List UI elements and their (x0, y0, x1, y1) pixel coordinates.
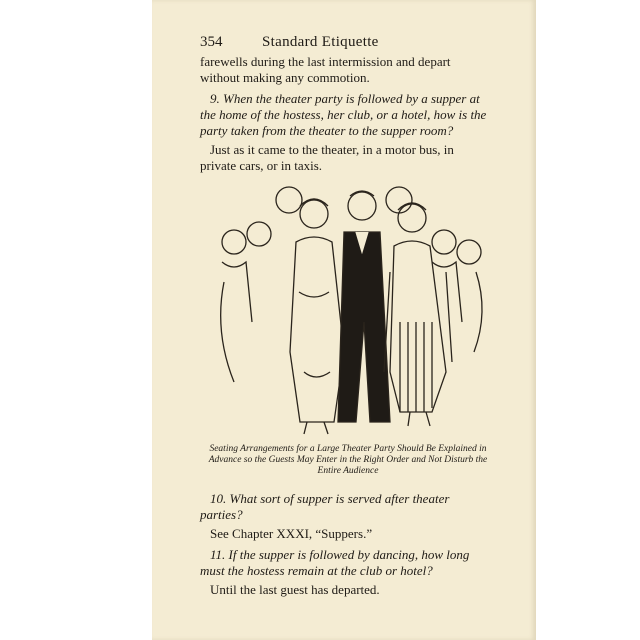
answer-10: See Chapter XXXI, “Suppers.” (210, 526, 373, 541)
continued-paragraph: farewells during the last intermission and depart without making any commotion. (200, 54, 451, 85)
question-11 (200, 547, 492, 579)
page-body (200, 34, 492, 174)
question-10 (200, 491, 492, 523)
page-header (200, 34, 492, 54)
book-page (152, 0, 536, 640)
question-number: 9. (210, 91, 220, 106)
page-number: 354 (200, 34, 223, 50)
question-text: When the theater party is followed by a supper at the home of the hostess, her club, or a hotel, how is the party taken from the theater to the supper room? (200, 91, 487, 138)
lower-questions (200, 486, 492, 598)
running-title: Standard Etiquette (262, 34, 379, 50)
theater-party-illustration-icon (204, 172, 494, 442)
question-number: 10. (210, 491, 227, 506)
answer-11: Until the last guest has departed. (210, 582, 380, 597)
question-text: If the supper is followed by dancing, how long must the hostess remain at the club or hotel? (200, 547, 470, 578)
question-number: 11. (210, 547, 226, 562)
question-text: What sort of supper is served after theater parties? (200, 491, 450, 522)
figure-caption: Seating Arrangements for a Large Theater Party Should Be Explained in Advance so the Guests May Enter in the Right Order and Not Disturb the Entire Audience (208, 444, 488, 476)
answer-9: Just as it came to the theater, in a motor bus, in private cars, or in taxis. (200, 142, 454, 173)
question-9 (200, 91, 492, 139)
